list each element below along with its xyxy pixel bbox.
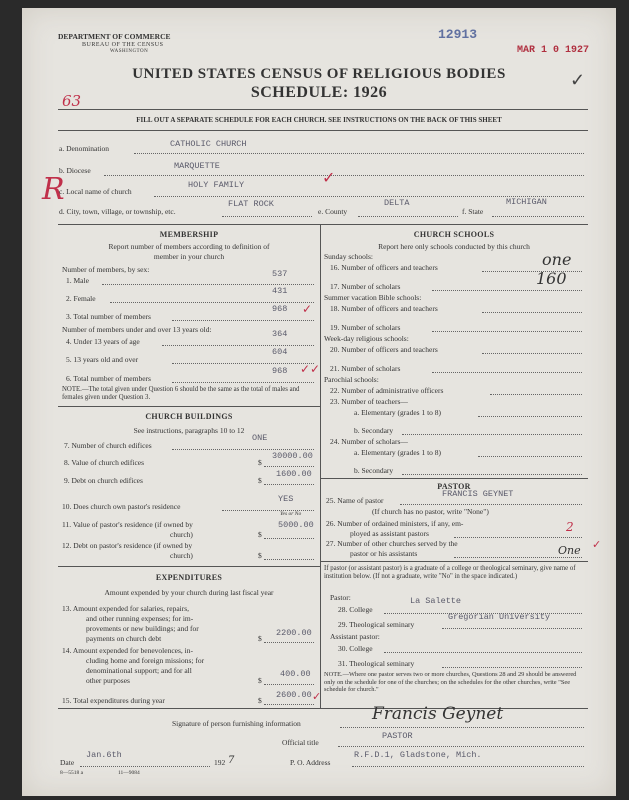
dotted-line: [340, 727, 584, 728]
q1-value: 537: [272, 269, 288, 279]
dollar-sign: $: [258, 696, 262, 705]
divider: [320, 561, 588, 562]
q26-line2: ployed as assistant pastors: [350, 529, 429, 538]
pastor-note: NOTE.—Where one pastor serves two or more churches, Questions 28 and 29 should be answered only on the schedule for one of the churches; on the schedules for the other churches, write "See schedule for church.": [324, 671, 577, 693]
divider: [58, 708, 588, 709]
city-value: FLAT ROCK: [228, 199, 274, 209]
dotted-line: [352, 766, 584, 767]
denomination-value: CATHOLIC CHURCH: [170, 139, 247, 149]
dotted-line: [482, 353, 582, 354]
q29-value: Gregorian University: [448, 612, 551, 622]
buildings-title: CHURCH BUILDINGS: [145, 412, 233, 421]
form-title: UNITED STATES CENSUS OF RELIGIOUS BODIES: [132, 66, 506, 82]
q11-label-line1: 11. Value of pastor's residence (if owned by: [62, 520, 193, 529]
q31-label: 31. Theological seminary: [338, 659, 415, 668]
q5-value: 604: [272, 347, 288, 357]
date-label: Date: [60, 758, 75, 767]
expenditures-sub: Amount expended by your church during last fiscal year: [104, 588, 274, 597]
membership-note: NOTE.—The total given under Question 6 should be the same as the total of males and females given under Question 3.: [62, 386, 300, 401]
q24b-label: b. Secondary: [354, 466, 394, 475]
dotted-line: [454, 537, 582, 538]
q25-label: 25. Name of pastor: [326, 496, 384, 505]
q16-value: one: [542, 250, 572, 269]
q27-value: One: [558, 544, 581, 557]
dotted-line: [432, 331, 582, 332]
dotted-line: [172, 449, 314, 450]
q3-value: 968: [272, 304, 288, 314]
q19-label: 19. Number of scholars: [330, 323, 401, 332]
red-r-mark: R: [42, 172, 65, 207]
state-label: f. State: [462, 207, 484, 216]
dotted-line: [482, 312, 582, 313]
divider: [58, 109, 588, 110]
received-stamp: MAR 1 0 1927: [517, 45, 590, 56]
parochial-label: Parochial schools:: [324, 375, 379, 384]
q13-line2: and other running expenses; for im-: [86, 614, 194, 623]
dotted-line: [454, 557, 582, 558]
q5-label: 5. 13 years old and over: [66, 355, 139, 364]
check-mark-icon: ✓: [570, 70, 586, 90]
q10-value: YES: [278, 494, 294, 504]
date-value: Jan.6th: [86, 750, 122, 760]
q17-value: 160: [536, 269, 567, 288]
q2-value: 431: [272, 286, 288, 296]
buildings-sub: See instructions, paragraphs 10 to 12: [133, 426, 245, 435]
q12-label-line1: 12. Debt on pastor's residence (if owned by: [62, 541, 193, 550]
q13-value: 2200.00: [276, 628, 312, 638]
q9-value: 1600.00: [276, 469, 312, 479]
q22-label: 22. Number of administrative officers: [330, 386, 444, 395]
q8-label: 8. Value of church edifices: [64, 458, 145, 467]
q18-label: 18. Number of officers and teachers: [330, 304, 438, 313]
q14-line4: other purposes: [86, 676, 130, 685]
membership-intro2: member in your church: [153, 252, 225, 261]
official-title-value: PASTOR: [382, 731, 413, 741]
pastor-title: PASTOR: [437, 482, 471, 491]
dotted-line: [358, 216, 458, 217]
q24a-label: a. Elementary (grades 1 to 8): [354, 448, 442, 457]
q12-label-line2: church): [170, 551, 193, 560]
dotted-line: [172, 382, 314, 383]
dotted-line: [264, 684, 314, 685]
weekday-label: Week-day religious schools:: [324, 334, 409, 343]
graduate-note: If pastor (or assistant pastor) is a graduate of a college or theological seminary, give name of institution below. (If not a graduate, write "No" in the space indicated.): [324, 565, 576, 580]
q13-line1: 13. Amount expended for salaries, repairs,: [62, 604, 190, 613]
dotted-line: [402, 474, 582, 475]
dotted-line: [442, 667, 582, 668]
dotted-line: [264, 559, 314, 560]
dotted-line: [384, 652, 582, 653]
q14-line1: 14. Amount expended for benevolences, in-: [62, 646, 194, 655]
divider: [58, 566, 320, 567]
q23-label: 23. Number of teachers—: [330, 397, 408, 406]
dotted-line: [492, 216, 584, 217]
dotted-line: [264, 642, 314, 643]
dollar-sign: $: [258, 551, 262, 560]
dotted-line: [432, 290, 582, 291]
check-mark-icon: ✓: [592, 539, 602, 551]
q21-label: 21. Number of scholars: [330, 364, 401, 373]
dotted-line: [162, 345, 314, 346]
q23a-label: a. Elementary (grades 1 to 8): [354, 408, 442, 417]
check-mark-icon: ✓: [322, 170, 336, 187]
dotted-line: [80, 766, 210, 767]
form-subtitle: SCHEDULE: 1926: [250, 84, 388, 101]
signature-value: Francis Geynet: [372, 704, 504, 724]
dotted-line: [222, 216, 312, 217]
q11-label-line2: church): [170, 530, 193, 539]
q15-value: 2600.00: [276, 690, 312, 700]
church-name-value: HOLY FAMILY: [188, 180, 245, 190]
check-mark-icon: ✓: [312, 691, 322, 703]
church-name-label: c. Local name of church: [59, 187, 132, 196]
dotted-line: [442, 628, 582, 629]
county-value: DELTA: [384, 198, 410, 208]
under13-label: Number of members under and over 13 years old:: [62, 325, 212, 334]
q13-line4: payments on church debt: [86, 634, 162, 643]
census-schedule-page: [22, 8, 616, 796]
dotted-line: [172, 363, 314, 364]
q20-label: 20. Number of officers and teachers: [330, 345, 438, 354]
q13-line3: provements or new buildings; and for: [86, 624, 199, 633]
official-title-label: Official title: [282, 738, 319, 747]
q26-value: 2: [566, 520, 574, 534]
instruction-line: FILL OUT A SEPARATE SCHEDULE FOR EACH CHURCH. SEE INSTRUCTIONS ON THE BACK OF THIS SHEET: [136, 116, 502, 124]
q24-label: 24. Number of scholars—: [330, 437, 408, 446]
q26-line1: 26. Number of ordained ministers, if any, em-: [326, 519, 464, 528]
dotted-line: [264, 466, 314, 467]
q8-value: 30000.00: [272, 451, 313, 461]
check-mark-icon: ✓: [302, 302, 313, 316]
q3-label: 3. Total number of members: [66, 312, 151, 321]
q11-value: 5000.00: [278, 520, 314, 530]
schools-intro: Report here only schools conducted by this church: [378, 242, 530, 251]
q4-value: 364: [272, 329, 288, 339]
q10-label: 10. Does church own pastor's residence: [62, 502, 181, 511]
dollar-sign: $: [258, 458, 262, 467]
signature-label: Signature of person furnishing information: [172, 719, 301, 728]
q14-line3: denominational support; and for all: [86, 666, 192, 675]
q15-label: 15. Total expenditures during year: [62, 696, 165, 705]
dotted-line: [264, 704, 314, 705]
q28-value: La Salette: [410, 596, 462, 606]
dotted-line: [478, 416, 582, 417]
city-label: d. City, town, village, or township, etc.: [59, 207, 176, 216]
summer-label: Summer vacation Bible schools:: [324, 293, 422, 302]
q27-line2: pastor or his assistants: [350, 549, 418, 558]
dotted-line: [402, 434, 582, 435]
form-number-1: 8—5518 a: [60, 770, 84, 776]
q25-value: FRANCIS GEYNET: [442, 489, 514, 499]
pastor-sub-label: Pastor:: [330, 593, 351, 602]
q27-line1: 27. Number of other churches served by the: [326, 539, 458, 548]
q16-label: 16. Number of officers and teachers: [330, 263, 438, 272]
dotted-line: [400, 504, 582, 505]
dotted-line: [338, 746, 584, 747]
q6-value: 968: [272, 366, 288, 376]
year-prefix: 192: [214, 758, 226, 767]
column-divider: [320, 224, 321, 708]
dotted-line: [432, 372, 582, 373]
q25-note: (If church has no pastor, write "None"): [372, 507, 489, 516]
q17-label: 17. Number of scholars: [330, 282, 401, 291]
year-suffix: 7: [228, 755, 235, 766]
q23b-label: b. Secondary: [354, 426, 394, 435]
form-number-2: 11—9084: [118, 770, 140, 776]
dollar-sign: $: [258, 676, 262, 685]
dotted-line: [172, 320, 314, 321]
q28-label: 28. College: [338, 605, 373, 614]
bureau-name: BUREAU OF THE CENSUS: [82, 42, 164, 48]
diocese-label: b. Diocese: [59, 166, 91, 175]
dotted-line: [102, 284, 314, 285]
sunday-label: Sunday schools:: [324, 252, 373, 261]
divider: [320, 478, 588, 479]
dotted-line: [264, 538, 314, 539]
expenditures-title: EXPENDITURES: [155, 573, 223, 582]
q1-label: 1. Male: [66, 276, 89, 285]
divider: [58, 224, 588, 225]
denomination-label: a. Denomination: [59, 144, 109, 153]
q29-label: 29. Theological seminary: [338, 620, 415, 629]
dotted-line: [104, 175, 584, 176]
dept-name: DEPARTMENT OF COMMERCE: [58, 32, 171, 41]
state-value: MICHIGAN: [506, 197, 547, 207]
schools-title: CHURCH SCHOOLS: [413, 230, 495, 239]
dotted-line: [110, 302, 314, 303]
dollar-sign: $: [258, 634, 262, 643]
q2-label: 2. Female: [66, 294, 96, 303]
dotted-line: [482, 271, 582, 272]
by-sex-label: Number of members, by sex:: [62, 265, 150, 274]
dotted-line: [478, 456, 582, 457]
check-mark-icon: ✓✓: [300, 362, 321, 376]
q14-line2: cluding home and foreign missions; for: [86, 656, 205, 665]
membership-title: MEMBERSHIP: [159, 230, 219, 239]
q4-label: 4. Under 13 years of age: [66, 337, 140, 346]
q14-value: 400.00: [280, 669, 311, 679]
dotted-line: [264, 484, 314, 485]
dotted-line: [134, 153, 584, 154]
assistant-label: Assistant pastor:: [330, 632, 380, 641]
divider: [58, 406, 320, 407]
po-address-value: R.F.D.1, Gladstone, Mich.: [354, 750, 482, 760]
county-label: e. County: [318, 207, 348, 216]
schedule-number: 12913: [438, 27, 478, 42]
city-name: WASHINGTON: [110, 49, 149, 54]
dollar-sign: $: [258, 530, 262, 539]
dollar-sign: $: [258, 476, 262, 485]
po-address-label: P. O. Address: [290, 758, 331, 767]
yes-no-hint: Yes or No: [280, 511, 302, 517]
mark-63: 63: [62, 92, 82, 110]
q9-label: 9. Debt on church edifices: [64, 476, 143, 485]
q7-label: 7. Number of church edifices: [64, 441, 152, 450]
membership-intro1: Report number of members according to definition of: [108, 242, 270, 251]
q30-label: 30. College: [338, 644, 373, 653]
divider: [58, 130, 588, 131]
dotted-line: [490, 394, 582, 395]
q6-label: 6. Total number of members: [66, 374, 151, 383]
q7-value: ONE: [252, 433, 268, 443]
diocese-value: MARQUETTE: [174, 161, 220, 171]
